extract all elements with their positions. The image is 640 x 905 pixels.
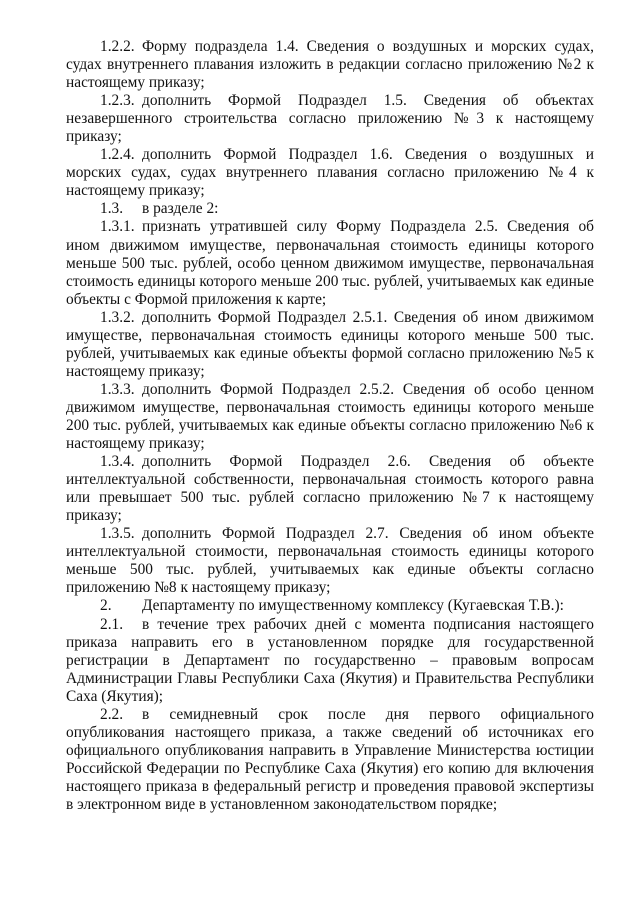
clause-1-3: [66, 200, 594, 218]
clause-1-3-4: [66, 453, 594, 525]
clause-number: 1.3.5.: [100, 525, 135, 543]
clause-text: дополнить Формой Подраздел 2.5.1. Сведения об ином движимом имуществе, первоначальная стоимость единицы которого меньше 500 тыс. рублей, учитываемых как единые объекты формой согласно приложению №5 к настоящему приказу;: [66, 308, 594, 380]
clause-number: 2.2.: [100, 705, 124, 723]
clause-1-3-5: [66, 525, 594, 597]
clause-1-2-2: [66, 38, 594, 92]
clause-text: дополнить Формой Подраздел 1.5. Сведения об объектах незавершенного строительства согласно приложению №3 к настоящему приказу;: [66, 92, 594, 146]
clause-number: 1.3.4.: [100, 453, 135, 471]
clause-1-2-4: [66, 146, 594, 200]
clause-number: 1.3.1.: [100, 218, 135, 236]
clause-text: дополнить Формой Подраздел 2.5.2. Сведения об особо ценном движимом имуществе, первоначальная стоимость единицы которого меньше 200 тыс. рублей, учитываемых как единые объекты согласно приложению №6 к настоящему приказу;: [66, 380, 594, 453]
clause-text: дополнить Формой Подраздел 1.6. Сведения о воздушных и морских судах, судах внутреннего плавания согласно приложению №4 к настоящему приказу;: [66, 146, 594, 200]
document-body: [66, 38, 594, 814]
clause-number: 2.: [100, 597, 112, 615]
clause-text: Форму подраздела 1.4. Сведения о воздушных и морских судах, судах внутреннего плавания изложить в редакции согласно приложению №2 к настоящему приказу;: [66, 38, 594, 92]
clause-number: 1.2.3.: [100, 92, 135, 110]
clause-1-3-2: [66, 309, 594, 381]
clause-number: 1.3.3.: [100, 380, 135, 398]
clause-1-3-1: [66, 218, 594, 308]
clause-text: в разделе 2:: [142, 200, 219, 218]
clause-2-2: [66, 706, 594, 814]
clause-1-3-3: [66, 381, 594, 453]
clause-number: 1.2.4.: [100, 146, 135, 164]
clause-2: [66, 597, 594, 615]
clause-text: Департаменту по имущественному комплексу (Кугаевская Т.В.):: [142, 597, 564, 615]
clause-number: 1.3.: [100, 200, 124, 218]
clause-2-1: [66, 616, 594, 706]
clause-number: 1.3.2.: [100, 308, 135, 326]
clause-text: в семидневный срок после дня первого официального опубликования настоящего приказа, а также сведений об источниках его официального опубликования направить в Управление Министерства юстиции Российской Федерации по Республике Саха (Якутия) его копию для включения настоящего приказа в федеральный регистр и проведения правовой экспертизы в электронном виде в установленном законодательством порядке;: [66, 705, 594, 813]
clause-number: 2.1.: [100, 615, 124, 633]
clause-text: в течение трех рабочих дней с момента подписания настоящего приказа направить его в установленном порядке для государственной регистрации в Департамент по государственно – правовым вопросам Администрации Главы Республики Саха (Якутия) и Правительства Республики Саха (Якутия);: [66, 615, 594, 705]
clause-text: дополнить Формой Подраздел 2.7. Сведения об ином объекте интеллектуальной стоимости, первоначальная стоимость единицы которого меньше 500 тыс. рублей, учитываемых как единые объекты согласно приложению №8 к настоящему приказу;: [66, 525, 594, 597]
clause-1-2-3: [66, 92, 594, 146]
clause-text: дополнить Формой Подраздел 2.6. Сведения об объекте интеллектуальной собственности, первоначальная стоимость которого равна или превышает 500 тыс. рублей согласно приложению №7 к настоящему приказу;: [66, 453, 594, 525]
clause-number: 1.2.2.: [100, 38, 135, 55]
clause-text: признать утратившей силу Форму Подраздела 2.5. Сведения об ином движимом имуществе, первоначальная стоимость единицы которого меньше 500 тыс. рублей, особо ценном движимом имуществе, первоначальная стоимость единицы которого меньше 200 тыс. рублей, учитываемых как единые объекты с Формой приложения к карте;: [66, 218, 594, 308]
